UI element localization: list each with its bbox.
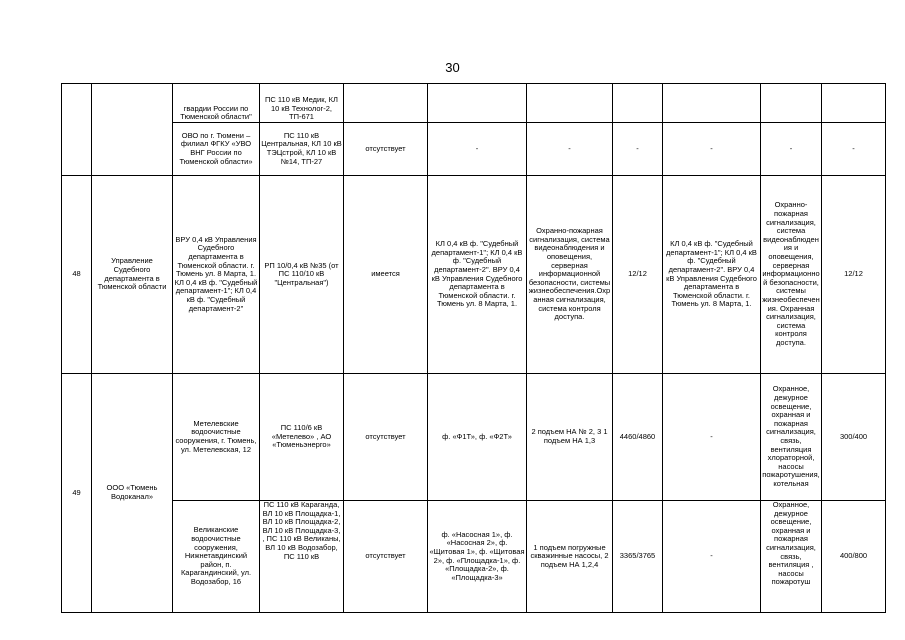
table-cell: ПС 110 кВ Медик, КЛ 10 кВ Технолог-2, ТП-671 (260, 84, 344, 123)
table-row (62, 176, 886, 374)
row-number: 49 (62, 374, 92, 613)
table-cell: - (428, 123, 527, 176)
table-cell: - (761, 123, 822, 176)
table-cell: - (663, 123, 761, 176)
table-cell: 1 подъем погружные скважинные насосы, 2 подъем НА 1,2,4 (527, 501, 613, 613)
row-number: 48 (62, 176, 92, 374)
table-cell: Охранно-пожарная сигнализация, система видеонаблюдения и оповещения, серверная информационной безопасности, системы жизнеобеспечения.Охранная сигнализация, система контроля доступа. (527, 176, 613, 374)
table-cell: 2 подъем НА № 2, 3 1 подъем НА 1,3 (527, 374, 613, 501)
table-cell (62, 84, 92, 176)
table-cell: ПС 110 кВ Караганда, ВЛ 10 кВ Площадка-1, ВЛ 10 кВ Площадка-2, ВЛ 10 кВ Площадка-3, , ПС 110 кВ Великаны, ВЛ 10 кВ Водозабор, ПС 110 кВ (260, 501, 344, 613)
table-cell: РП 10/0,4 кВ №35 (от ПС 110/10 кВ "Центральная") (260, 176, 344, 374)
table-cell (663, 84, 761, 123)
table-cell: Охранное, дежурное освещение, охранная и пожарная сигнализация, связь, вентиляция , насосы пожаротуш (761, 501, 822, 613)
table-cell: отсутствует (344, 374, 428, 501)
organization-name: ООО «Тюмень Водоканал» (92, 374, 173, 613)
table-cell (613, 84, 663, 123)
table-cell: 12/12 (613, 176, 663, 374)
table-cell: 4460/4860 (613, 374, 663, 501)
table-cell (822, 84, 886, 123)
table-cell: ПС 110/6 кВ «Метелево» , АО «Тюменьэнерго» (260, 374, 344, 501)
organization-name: Управление Судебного департамента в Тюменской области (92, 176, 173, 374)
table-cell: ПС 110 кВ Центральная, КЛ 10 кВ ТЭЦстрой, КЛ 10 кВ №14, ТП-27 (260, 123, 344, 176)
table-cell: 3365/3765 (613, 501, 663, 613)
table-cell: ф. «Насосная 1», ф. «Насосная 2», ф. «Щитовая 1», ф. «Щитовая 2», ф. «Площадка-1», ф. «Площадка-2», ф. «Площадка-3» (428, 501, 527, 613)
table-cell: Великанские водоочистные сооружения, Нижнетавдинский район, п. Карагандинский, ул. Водозабор, 16 (173, 501, 260, 613)
table-cell: - (822, 123, 886, 176)
table-cell (761, 84, 822, 123)
table-cell: 400/800 (822, 501, 886, 613)
table-cell (527, 84, 613, 123)
table-cell: отсутствует (344, 123, 428, 176)
data-table (61, 83, 886, 613)
table-cell (428, 84, 527, 123)
table-cell: - (663, 501, 761, 613)
table-cell (92, 84, 173, 176)
table-cell: ф. «Ф1Т», ф. «Ф2Т» (428, 374, 527, 501)
table-cell: 300/400 (822, 374, 886, 501)
table-cell: ВРУ 0,4 кВ Управления Судебного департамента в Тюменской области. г. Тюмень ул. 8 Марта, 1. КЛ 0,4 кВ ф. "Судебный департамент-1"; КЛ 0,4 кВ ф. "Судебный департамент-2" (173, 176, 260, 374)
table-cell: - (613, 123, 663, 176)
table-cell: - (663, 374, 761, 501)
table-cell: Охранно-пожарная сигнализация, система видеонаблюдения и оповещения, серверная информационной безопасности, системы жизнеобеспечения. Охранная сигнализация, система контроля доступа. (761, 176, 822, 374)
table-cell: ОВО по г. Тюмени – филиал ФГКУ «УВО ВНГ России по Тюменской области» (173, 123, 260, 176)
table-cell (344, 84, 428, 123)
table-cell: гвардии России по Тюменской области" (173, 84, 260, 123)
table-cell: КЛ 0,4 кВ ф. "Судебный департамент-1"; КЛ 0,4 кВ ф. "Судебный департамент-2". ВРУ 0,4 кВ Управления Судебного департамента в Тюменской области. г. Тюмень ул. 8 Марта, 1. (663, 176, 761, 374)
table-cell: - (527, 123, 613, 176)
table-row (62, 501, 886, 613)
table-cell: Метелевские водоочистные сооружения, г. Тюмень, ул. Метелевская, 12 (173, 374, 260, 501)
page-number: 30 (445, 60, 460, 75)
table-row (62, 84, 886, 123)
table-row (62, 374, 886, 501)
table-cell: отсутствует (344, 501, 428, 613)
table-cell: 12/12 (822, 176, 886, 374)
table-cell: КЛ 0,4 кВ ф. "Судебный департамент-1"; КЛ 0,4 кВ ф. "Судебный департамент-2". ВРУ 0,4 кВ Управления Судебного департамента в Тюменской области. г. Тюмень ул. 8 Марта, 1. (428, 176, 527, 374)
table-cell: имеется (344, 176, 428, 374)
table-row (62, 123, 886, 176)
table-cell: Охранное, дежурное освещение, охранная и пожарная сигнализация, связь, вентиляция хлораторной, насосы пожаротушения, котельная (761, 374, 822, 501)
